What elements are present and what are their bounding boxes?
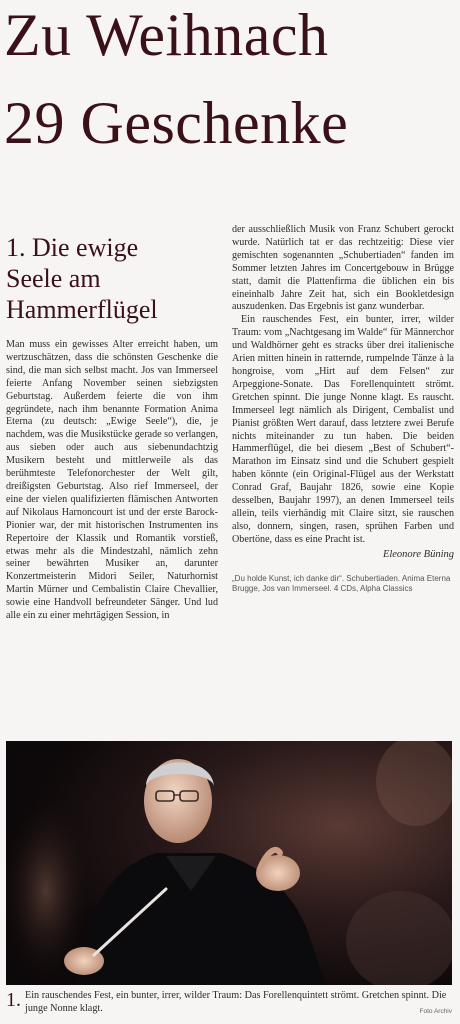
caption-text: Ein rauschendes Fest, ein bunter, irrer, wilder Traum: Das Forellenquintett strömt. Gretchen spinnt. Die junge Nonne klagt. bbox=[25, 990, 447, 1014]
article-title-line-1: 1. Die ewige bbox=[6, 233, 139, 262]
article-right-column bbox=[232, 224, 454, 594]
photo-caption bbox=[6, 989, 452, 1015]
photo-credit: Foto Archiv bbox=[419, 1008, 452, 1015]
author-byline: Eleonore Büning bbox=[382, 548, 454, 560]
article-body-right bbox=[232, 224, 454, 547]
album-credit: „Du holde Kunst, ich danke dir“. Schubertiaden. Anima Eterna Brugge, Jos van Immerseel. 4 CDs, Alpha Classics bbox=[232, 573, 451, 593]
right-paragraph-1: der ausschließlich Musik von Franz Schubert gerockt wurde. Natürlich tat er das rechtzeitig: Diese vier gemischten sogenannten „Schubertiaden“ fanden im Sommer letzten Jahres im Concertgebouw in Brügge statt, damit die Plattenfirma die üblichen ein bis eineinhalb Jahre Zeit hat, sich ein Bookletdesign auszudenken. Das Ergebnis ist ganz wunderbar. bbox=[232, 224, 454, 313]
article-body-left bbox=[6, 339, 218, 623]
article-title-line-3: Hammerflügel bbox=[6, 295, 158, 324]
article-left-column bbox=[6, 232, 218, 623]
headline-line-2: 29 Geschenke bbox=[4, 90, 349, 156]
article-title-line-2: Seele am bbox=[6, 264, 101, 293]
conductor-photo-illustration bbox=[6, 741, 452, 985]
right-paragraph-2: Ein rauschendes Fest, ein bunter, irrer, wilder Traum: vom „Nachtgesang im Walde“ für Männerchor und Waldhörner geht es stracks über drei italienische Arien mitten hinein in ratternde, rumpelnde Tänze à la hongroise, vom „Hirt auf dem Felsen“ zur Arpeggione-Sonate. Das Forellenquintett strömt. Gretchen spinnt. Die junge Nonne klagt. Es rauscht. Immerseel legt nämlich als Dirigent, Cembalist und Pianist größten Wert darauf, dass letztere zwei Berufe nichts miteinander zu tun haben. Die beiden Hammerflügel, die bei diesem „Best of Schubert“-Marathon im Einsatz sind und die Schubert gespielt haben könnte (ein Original-Flügel aus der Werkstatt Conrad Graf, Baujahr 1826, sowie eine Kopie desselben, Baujahr 1997), an denen Immerseel teils allein, teils vierhändig mit Claire sitzt, sie rauschen also, donnern, singen, rasen, sprühen Farben und Obertöne, dass es eine Pracht ist. bbox=[232, 314, 454, 545]
headline-line-1: Zu Weihnach bbox=[4, 2, 329, 68]
caption-number: 1. bbox=[6, 989, 21, 1011]
left-paragraph: Man muss ein gewisses Alter erreicht haben, um wertzuschätzen, dass die schönsten Geschenke die sind, die man sich selbst macht. Jos van Immerseel feierte Anfang November seinen siebzigsten Geburtstag. Außerdem feierte die von ihm gegründete, nach ihm benannte Formation Anima Eterna (zu deutsch: „Ewige Seele“), die, je nachdem, was die Musikstücke gerade so verlangen, aus sieben oder auch aus siebenundachtzig Musikern besteht und mittlerweile als das berühmteste Telefonorchester der Welt gilt, dreißigsten Geburtstag. Also rief Immerseel, der eine der vielen qualifizierten flämischen Antworten auf Nikolaus Harnoncourt ist und der erste Barock-Pionier war, der mit historischen Instrumenten ins Repertoire der Klassik und Romantik vorstieß, etwas mehr als die Mindestzahl, nämlich zehn seiner bewährten Musiker an, darunter Konzertmeisterin Midori Seiler, Naturhornist Martin Mürner und Cembalistin Claire Chevallier, sowie eine Handvoll befreundeter Sänger. Und lud alle ein zu einer mehrtägigen Session, in bbox=[6, 339, 218, 622]
article-title bbox=[6, 232, 218, 325]
conductor-photo bbox=[6, 741, 452, 985]
